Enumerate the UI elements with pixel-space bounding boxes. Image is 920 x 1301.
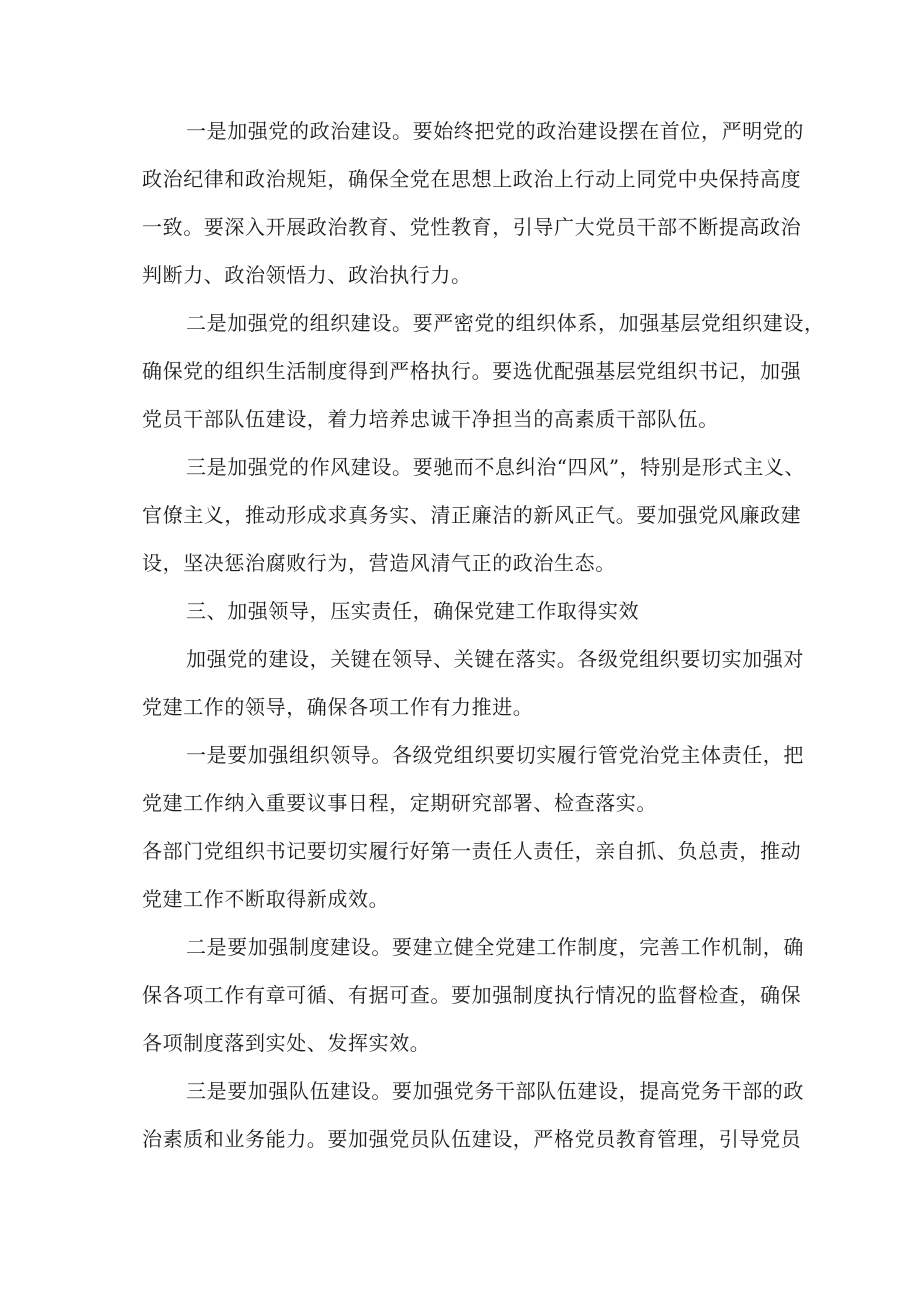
text-line: 三是加强党的作风建设。要驰而不息纠治“四风”，特别是形式主义、 xyxy=(186,455,806,479)
text-line: 设，坚决惩治腐败行为，营造风清气正的政治生态。 xyxy=(142,551,616,575)
text-line: 二是加强党的组织建设。要严密党的组织体系，加强基层党组织建设， xyxy=(186,311,825,335)
text-line: 官僚主义，推动形成求真务实、清正廉洁的新风正气。要加强党风廉政建 xyxy=(142,503,802,527)
text-line: 党建工作的领导，确保各项工作有力推进。 xyxy=(142,695,534,719)
text-line: 党建工作不断取得新成效。 xyxy=(142,887,390,911)
text-line: 加强党的建设，关键在领导、关键在落实。各级党组织要切实加强对 xyxy=(186,647,804,671)
text-line: 确保党的组织生活制度得到严格执行。要选优配强基层党组织书记，加强 xyxy=(142,359,802,383)
text-line: 治素质和业务能力。要加强党员队伍建设，严格党员教育管理，引导党员 xyxy=(142,1127,802,1151)
text-line: 一致。要深入开展政治教育、党性教育，引导广大党员干部不断提高政治 xyxy=(142,215,802,239)
text-line: 二是要加强制度建设。要建立健全党建工作制度，完善工作机制，确 xyxy=(186,935,804,959)
text-line: 党员干部队伍建设，着力培养忠诚干净担当的高素质干部队伍。 xyxy=(142,407,719,431)
text-line: 各部门党组织书记要切实履行好第一责任人责任，亲自抓、负总责，推动 xyxy=(142,839,802,863)
section-heading: 三、加强领导，压实责任，确保党建工作取得实效 xyxy=(186,599,640,623)
text-line: 一是要加强组织领导。各级党组织要切实履行管党治党主体责任，把 xyxy=(186,743,804,767)
text-line: 判断力、政治领悟力、政治执行力。 xyxy=(142,263,472,287)
text-line: 保各项工作有章可循、有据可查。要加强制度执行情况的监督检查，确保 xyxy=(142,983,802,1007)
text-line: 党建工作纳入重要议事日程，定期研究部署、检查落实。 xyxy=(142,791,657,815)
text-line: 一是加强党的政治建设。要始终把党的政治建设摆在首位，严明党的 xyxy=(186,119,804,143)
text-line: 三是要加强队伍建设。要加强党务干部队伍建设，提高党务干部的政 xyxy=(186,1079,804,1103)
text-line: 各项制度落到实处、发挥实效。 xyxy=(142,1031,431,1055)
text-line: 政治纪律和政治规矩，确保全党在思想上政治上行动上同党中央保持高度 xyxy=(142,167,802,191)
